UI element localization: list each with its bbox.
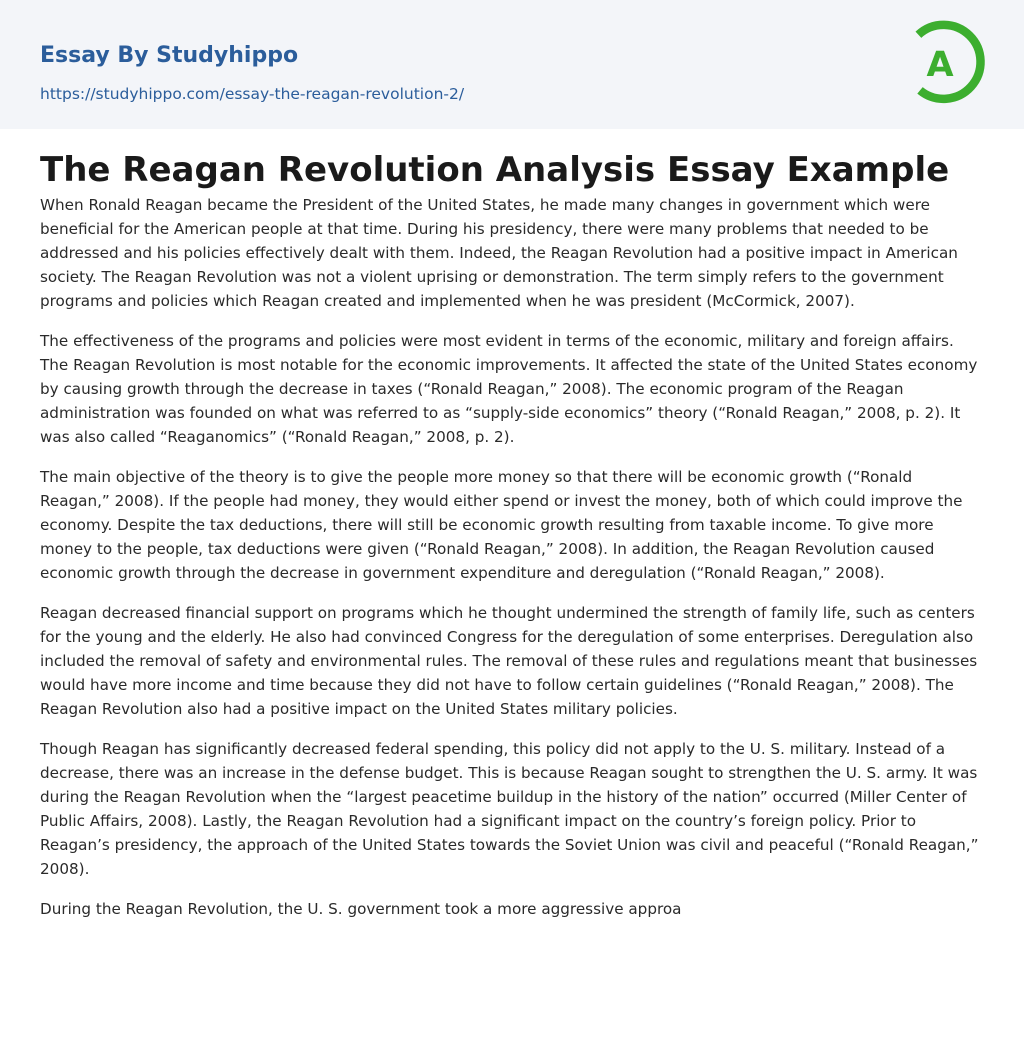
page-title: The Reagan Revolution Analysis Essay Example xyxy=(40,150,950,190)
essay-body xyxy=(40,193,984,921)
site-header xyxy=(0,0,1024,129)
logo-letter: A xyxy=(926,45,954,85)
logo-ring-icon xyxy=(912,19,986,105)
paragraph-5: Though Reagan has significantly decreased federal spending, this policy did not apply to the U. S. military. Instead of a decrease, there was an increase in the defense budget. This is because Reagan sought to strengthen the U. S. army. It was during the Reagan Revolution when the “largest peacetime buildup in the history of the nation” occurred (Miller Center of Public Affairs, 2008). Lastly, the Reagan Revolution had a significant impact on the country’s foreign policy. Prior to Reagan’s presidency, the approach of the United States towards the Soviet Union was civil and peaceful (“Ronald Reagan,” 2008). xyxy=(40,740,979,878)
site-name: Essay By Studyhippo xyxy=(40,43,299,68)
paragraph-4: Reagan decreased financial support on programs which he thought undermined the strength of family life, such as centers for the young and the elderly. He also had convinced Congress for the deregulation of some enterprises. Deregulation also included the removal of safety and environmental rules. The removal of these rules and regulations meant that businesses would have more income and time because they did not have to follow certain guidelines (“Ronald Reagan,” 2008). The Reagan Revolution also had a positive impact on the United States military policies. xyxy=(40,604,978,718)
studyhippo-logo[interactable] xyxy=(912,19,986,105)
page-url-link[interactable]: https://studyhippo.com/essay-the-reagan-revolution-2/ xyxy=(40,85,465,103)
paragraph-3: The main objective of the theory is to give the people more money so that there will be economic growth (“Ronald Reagan,” 2008). If the people had money, they would either spend or invest the money, both of which could improve the economy. Despite the tax deductions, there will still be economic growth resulting from taxable income. To give more money to the people, tax deductions were given (“Ronald Reagan,” 2008). In addition, the Reagan Revolution caused economic growth through the decrease in government expenditure and deregulation (“Ronald Reagan,” 2008). xyxy=(40,468,963,582)
paragraph-1: When Ronald Reagan became the President of the United States, he made many changes in government which were beneficial for the American people at that time. During his presidency, there were many problems that needed to be addressed and his policies effectively dealt with them. Indeed, the Reagan Revolution had a positive impact in American society. The Reagan Revolution was not a violent uprising or demonstration. The term simply refers to the government programs and policies which Reagan created and implemented when he was president (McCormick, 2007). xyxy=(40,196,958,310)
paragraph-6: During the Reagan Revolution, the U. S. government took a more aggressive approa xyxy=(40,900,682,918)
article xyxy=(0,129,1024,921)
paragraph-2: The effectiveness of the programs and policies were most evident in terms of the economic, military and foreign affairs. The Reagan Revolution is most notable for the economic improvements. It affected the state of the United States economy by causing growth through the decrease in taxes (“Ronald Reagan,” 2008). The economic program of the Reagan administration was founded on what was referred to as “supply-side economics” theory (“Ronald Reagan,” 2008, p. 2). It was also called “Reaganomics” (“Ronald Reagan,” 2008, p. 2). xyxy=(40,332,978,446)
